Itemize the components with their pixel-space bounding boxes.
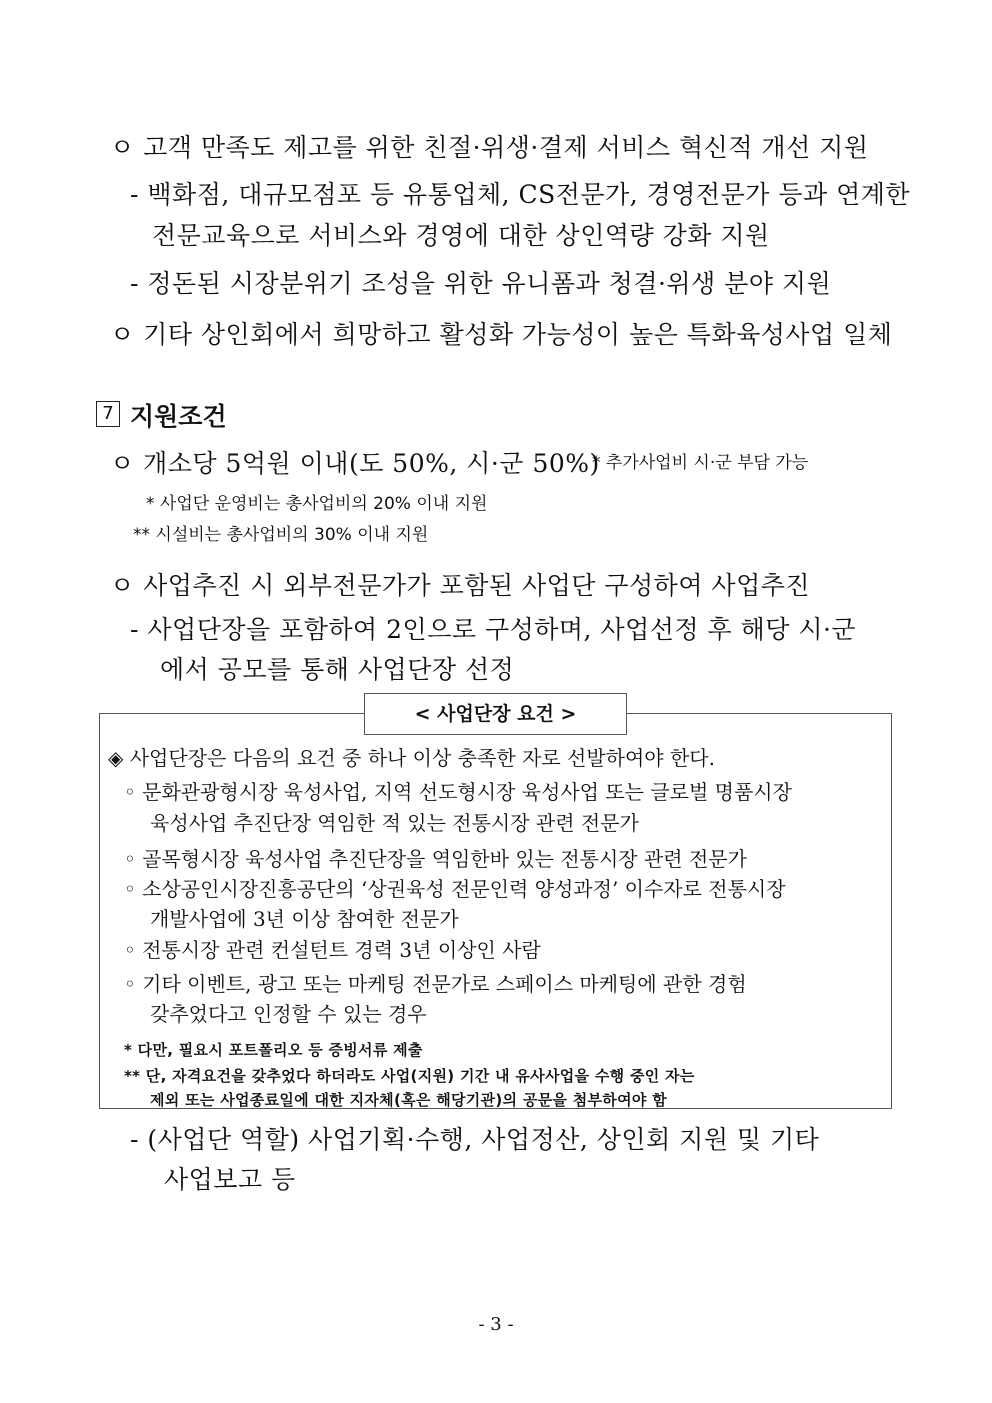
requirements-box-title: < 사업단장 요건 > bbox=[364, 693, 627, 735]
dash-department-store-2: 전문교육으로 서비스와 경영에 대한 상인역량 강화 지원 bbox=[152, 221, 770, 250]
section-title: 지원조건 bbox=[130, 402, 227, 431]
requirement-note-2b: 제외 또는 사업종료일에 대한 지자체(혹은 해당기관)의 공문을 첨부하여야 함 bbox=[150, 1091, 667, 1109]
requirement-item-2: ◦ 골목형시장 육성사업 추진단장을 역임한바 있는 전통시장 관련 전문가 bbox=[124, 847, 747, 871]
dash-team-role-2: 사업보고 등 bbox=[164, 1165, 296, 1194]
requirement-item-4: ◦ 전통시장 관련 컨설턴트 경력 3년 이상인 사람 bbox=[124, 938, 541, 962]
dash-department-store-1: - 백화점, 대규모점포 등 유통업체, CS전문가, 경영전문가 등과 연계한 bbox=[130, 180, 911, 209]
dash-team-composition-1: - 사업단장을 포함하여 2인으로 구성하며, 사업선정 후 해당 시·군 bbox=[130, 615, 857, 644]
bullet-project-team: ㅇ 사업추진 시 외부전문가가 포함된 사업단 구성하여 사업추진 bbox=[110, 571, 811, 600]
section-number-box: 7 bbox=[96, 401, 120, 427]
note-operation-cost: * 사업단 운영비는 총사업비의 20% 이내 지원 bbox=[146, 494, 488, 514]
requirement-item-1b: 육성사업 추진단장 역임한 적 있는 전통시장 관련 전문가 bbox=[150, 811, 639, 835]
bullet-customer-satisfaction: ㅇ 고객 만족도 제고를 위한 친절·위생·결제 서비스 혁신적 개선 지원 bbox=[110, 133, 869, 162]
dash-uniform: - 정돈된 시장분위기 조성을 위한 유니폼과 청결·위생 분야 지원 bbox=[130, 269, 832, 298]
dash-team-role-1: - (사업단 역할) 사업기획·수행, 사업정산, 상인회 지원 및 기타 bbox=[130, 1125, 820, 1154]
requirements-lead: ◈ 사업단장은 다음의 요건 중 하나 이상 충족한 자로 선발하여야 한다. bbox=[108, 746, 715, 770]
dash-team-composition-2: 에서 공모를 통해 사업단장 선정 bbox=[160, 655, 515, 684]
amount-note: * 추가사업비 시·군 부담 가능 bbox=[592, 453, 809, 473]
requirement-item-3b: 개발사업에 3년 이상 참여한 전문가 bbox=[150, 907, 459, 931]
requirement-item-5b: 갖추었다고 인정할 수 있는 경우 bbox=[150, 1002, 427, 1026]
requirement-item-3a: ◦ 소상공인시장진흥공단의 ‘상권육성 전문인력 양성과정’ 이수자로 전통시장 bbox=[124, 877, 786, 901]
note-facility-cost: ** 시설비는 총사업비의 30% 이내 지원 bbox=[133, 525, 429, 545]
requirement-item-1a: ◦ 문화관광형시장 육성사업, 지역 선도형시장 육성사업 또는 글로벌 명품시장 bbox=[124, 780, 792, 804]
requirement-note-2a: ** 단, 자격요건을 갖추었다 하더라도 사업(지원) 기간 내 유사사업을 수행 중인 자는 bbox=[124, 1067, 695, 1085]
requirement-note-1: * 다만, 필요시 포트폴리오 등 증빙서류 제출 bbox=[124, 1041, 423, 1059]
bullet-amount: ㅇ 개소당 5억원 이내(도 50%, 시·군 50%) bbox=[110, 449, 600, 478]
requirement-item-5a: ◦ 기타 이벤트, 광고 또는 마케팅 전문가로 스페이스 마케팅에 관한 경험 bbox=[124, 972, 747, 996]
bullet-other-projects: ㅇ 기타 상인회에서 희망하고 활성화 가능성이 높은 특화육성사업 일체 bbox=[110, 320, 893, 349]
page-number: - 3 - bbox=[478, 1314, 514, 1335]
